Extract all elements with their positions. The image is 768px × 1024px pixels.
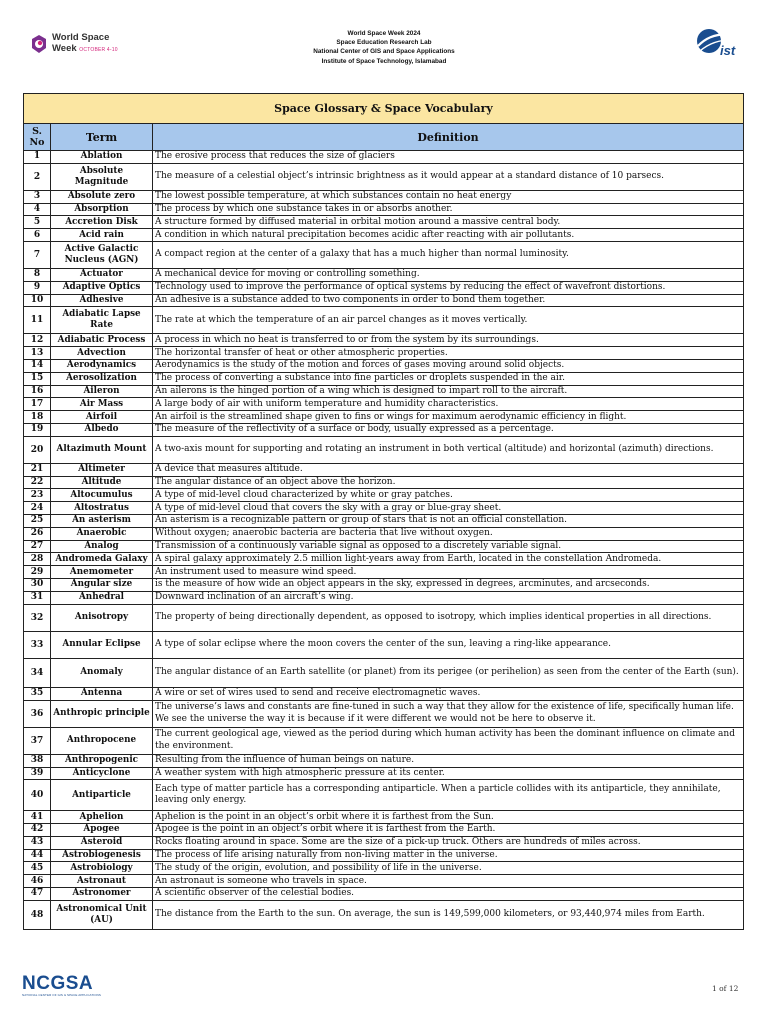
row-term: Adiabatic Process: [51, 334, 153, 347]
row-definition: A structure formed by diffused material in orbital motion around a massive central body.: [153, 216, 744, 229]
row-definition: The erosive process that reduces the size of glaciers: [153, 151, 744, 164]
row-definition: Without oxygen; anaerobic bacteria are bacteria that live without oxygen.: [153, 527, 744, 540]
row-term: Aerosolization: [51, 372, 153, 385]
table-row: [24, 151, 744, 164]
table-row: [24, 307, 744, 334]
row-term: Andromeda Galaxy: [51, 553, 153, 566]
table-row: [24, 502, 744, 515]
row-sno: 9: [24, 281, 51, 294]
row-definition: The study of the origin, evolution, and possibility of life in the universe.: [153, 862, 744, 875]
ist-logo-icon: [695, 26, 745, 60]
table-row: [24, 359, 744, 372]
row-sno: 34: [24, 658, 51, 688]
row-term: Aphelion: [51, 811, 153, 824]
table-row: [24, 900, 744, 930]
row-term: Adhesive: [51, 294, 153, 307]
table-row: [24, 190, 744, 203]
row-sno: 42: [24, 824, 51, 837]
row-definition: Apogee is the point in an object’s orbit where it is farthest from the Earth.: [153, 824, 744, 837]
row-term: Adiabatic Lapse Rate: [51, 307, 153, 334]
row-sno: 30: [24, 578, 51, 591]
row-sno: 35: [24, 688, 51, 701]
row-term: Air Mass: [51, 398, 153, 411]
row-term: Antenna: [51, 688, 153, 701]
row-definition: A weather system with high atmospheric pressure at its center.: [153, 767, 744, 780]
row-definition: The process by which one substance takes in or absorbs another.: [153, 203, 744, 216]
row-sno: 32: [24, 604, 51, 631]
row-term: Accretion Disk: [51, 216, 153, 229]
page-number: 1 of 12: [712, 984, 739, 993]
row-sno: 24: [24, 502, 51, 515]
table-row: [24, 334, 744, 347]
row-term: Astronomical Unit (AU): [51, 900, 153, 930]
table-row: [24, 566, 744, 579]
row-term: Ablation: [51, 151, 153, 164]
row-definition: An airfoil is the streamlined shape given to fins or wings for maximum aerodynamic efficiency in flight.: [153, 411, 744, 424]
ncgsa-logo-subtitle: NATIONAL CENTER OF GIS & SPACE APPLICATIONS: [22, 993, 102, 997]
row-term: Airfoil: [51, 411, 153, 424]
ncgsa-logo: [22, 973, 122, 999]
row-definition: A mechanical device for moving or controlling something.: [153, 268, 744, 281]
row-term: Altazimuth Mount: [51, 436, 153, 463]
row-term: Altocumulus: [51, 489, 153, 502]
row-definition: A device that measures altitude.: [153, 463, 744, 476]
table-row: [24, 241, 744, 268]
row-term: Apogee: [51, 824, 153, 837]
table-row: [24, 727, 744, 754]
table-row: [24, 436, 744, 463]
row-term: Anticyclone: [51, 767, 153, 780]
row-sno: 2: [24, 163, 51, 190]
row-definition: Rocks floating around in space. Some are the size of a pick-up truck. Others are hundreds of miles across.: [153, 836, 744, 849]
document-header: [234, 29, 534, 66]
row-definition: The horizontal transfer of heat or other atmospheric properties.: [153, 347, 744, 360]
row-sno: 45: [24, 862, 51, 875]
row-term: Anthropocene: [51, 727, 153, 754]
row-definition: Transmission of a continuously variable signal as opposed to a discretely variable signal.: [153, 540, 744, 553]
row-term: Absolute zero: [51, 190, 153, 203]
row-definition: The universe’s laws and constants are fine-tuned in such a way that they allow for the existence of life, specifically human life. We see the universe the way it is because if it were different we would not be here to observe it.: [153, 700, 744, 727]
row-term: Asteroid: [51, 836, 153, 849]
table-row: [24, 347, 744, 360]
row-term: Active Galactic Nucleus (AGN): [51, 241, 153, 268]
world-space-week-logo-icon: [30, 34, 48, 54]
table-row: [24, 887, 744, 900]
header-line-event: World Space Week 2024: [347, 30, 421, 37]
row-term: Absolute Magnitude: [51, 163, 153, 190]
row-sno: 21: [24, 463, 51, 476]
table-row: [24, 294, 744, 307]
row-sno: 44: [24, 849, 51, 862]
table-row: [24, 754, 744, 767]
row-term: Astrobiology: [51, 862, 153, 875]
row-term: Antiparticle: [51, 780, 153, 811]
row-sno: 33: [24, 631, 51, 658]
row-term: An asterism: [51, 514, 153, 527]
table-row: [24, 688, 744, 701]
row-definition: A condition in which natural precipitation becomes acidic after reacting with air pollutants.: [153, 229, 744, 242]
row-definition: The process of converting a substance into fine particles or droplets suspended in the air.: [153, 372, 744, 385]
row-term: Anthropic principle: [51, 700, 153, 727]
row-term: Aileron: [51, 385, 153, 398]
row-sno: 27: [24, 540, 51, 553]
table-row: [24, 514, 744, 527]
row-definition: A process in which no heat is transferred to or from the system by its surroundings.: [153, 334, 744, 347]
table-title: Space Glossary & Space Vocabulary: [24, 94, 744, 124]
table-row: [24, 849, 744, 862]
row-definition: An asterism is a recognizable pattern or group of stars that is not an official constellation.: [153, 514, 744, 527]
row-sno: 28: [24, 553, 51, 566]
row-definition: An ailerons is the hinged portion of a wing which is designed to impart roll to the aircraft.: [153, 385, 744, 398]
row-term: Altostratus: [51, 502, 153, 515]
glossary-table: [23, 93, 744, 930]
row-sno: 20: [24, 436, 51, 463]
row-sno: 7: [24, 241, 51, 268]
row-sno: 38: [24, 754, 51, 767]
row-sno: 37: [24, 727, 51, 754]
column-header-definition: Definition: [153, 124, 744, 151]
row-definition: A wire or set of wires used to send and receive electromagnetic waves.: [153, 688, 744, 701]
wsw-logo-dates: OCTOBER 4-10: [79, 47, 118, 53]
ncgsa-logo-word: NCGSA: [22, 973, 94, 994]
row-sno: 48: [24, 900, 51, 930]
header-line-center: National Center of GIS and Space Applications: [313, 48, 455, 56]
row-definition: Each type of matter particle has a corresponding antiparticle. When a particle collides with its antiparticle, they annihilate, leaving only energy.: [153, 780, 744, 811]
row-term: Anisotropy: [51, 604, 153, 631]
table-row: [24, 658, 744, 688]
row-sno: 29: [24, 566, 51, 579]
row-sno: 39: [24, 767, 51, 780]
row-sno: 16: [24, 385, 51, 398]
table-row: [24, 700, 744, 727]
row-definition: The lowest possible temperature, at which substances contain no heat energy: [153, 190, 744, 203]
row-term: Anomaly: [51, 658, 153, 688]
world-space-week-logo: [30, 31, 140, 59]
row-sno: 18: [24, 411, 51, 424]
header-line-institute: Institute of Space Technology, Islamabad: [321, 57, 447, 65]
table-row: [24, 372, 744, 385]
column-header-term: Term: [51, 124, 153, 151]
row-sno: 26: [24, 527, 51, 540]
row-sno: 36: [24, 700, 51, 727]
table-row: [24, 780, 744, 811]
row-definition: A two-axis mount for supporting and rotating an instrument in both vertical (altitude) and horizontal (azimuth) directions.: [153, 436, 744, 463]
row-sno: 4: [24, 203, 51, 216]
row-definition: A type of mid-level cloud that covers the sky with a gray or blue-gray sheet.: [153, 502, 744, 515]
table-row: [24, 862, 744, 875]
row-sno: 11: [24, 307, 51, 334]
row-definition: An instrument used to measure wind speed.: [153, 566, 744, 579]
row-definition: Aerodynamics is the study of the motion and forces of gases moving around solid objects.: [153, 359, 744, 372]
table-row: [24, 423, 744, 436]
row-sno: 1: [24, 151, 51, 164]
row-definition: The property of being directionally dependent, as opposed to isotropy, which implies identical properties in all directions.: [153, 604, 744, 631]
row-definition: The process of life arising naturally from non-living matter in the universe.: [153, 849, 744, 862]
table-row: [24, 398, 744, 411]
table-row: [24, 385, 744, 398]
table-row: [24, 216, 744, 229]
row-sno: 12: [24, 334, 51, 347]
row-definition: is the measure of how wide an object appears in the sky, expressed in degrees, arcminutes, and arcseconds.: [153, 578, 744, 591]
row-definition: A spiral galaxy approximately 2.5 million light-years away from Earth, located in the constellation Andromeda.: [153, 553, 744, 566]
row-term: Anemometer: [51, 566, 153, 579]
row-sno: 25: [24, 514, 51, 527]
row-term: Absorption: [51, 203, 153, 216]
row-term: Analog: [51, 540, 153, 553]
row-sno: 40: [24, 780, 51, 811]
row-sno: 6: [24, 229, 51, 242]
table-row: [24, 268, 744, 281]
row-sno: 13: [24, 347, 51, 360]
row-sno: 8: [24, 268, 51, 281]
row-term: Anhedral: [51, 591, 153, 604]
row-definition: A type of mid-level cloud characterized by white or gray patches.: [153, 489, 744, 502]
row-definition: The measure of the reflectivity of a surface or body, usually expressed as a percentage.: [153, 423, 744, 436]
row-definition: A type of solar eclipse where the moon covers the center of the sun, leaving a ring-like appearance.: [153, 631, 744, 658]
row-sno: 15: [24, 372, 51, 385]
row-definition: A scientific observer of the celestial bodies.: [153, 887, 744, 900]
row-definition: Downward inclination of an aircraft’s wing.: [153, 591, 744, 604]
row-term: Actuator: [51, 268, 153, 281]
row-term: Astronomer: [51, 887, 153, 900]
row-sno: 31: [24, 591, 51, 604]
table-row: [24, 578, 744, 591]
row-term: Adaptive Optics: [51, 281, 153, 294]
row-term: Acid rain: [51, 229, 153, 242]
table-row: [24, 163, 744, 190]
row-definition: A large body of air with uniform temperature and humidity characteristics.: [153, 398, 744, 411]
row-definition: The rate at which the temperature of an air parcel changes as it moves vertically.: [153, 307, 744, 334]
row-definition: A compact region at the center of a galaxy that has a much higher than normal luminosity.: [153, 241, 744, 268]
row-sno: 3: [24, 190, 51, 203]
row-sno: 10: [24, 294, 51, 307]
row-term: Astronaut: [51, 875, 153, 888]
table-row: [24, 591, 744, 604]
row-sno: 14: [24, 359, 51, 372]
row-definition: The current geological age, viewed as the period during which human activity has been the dominant influence on climate and the environment.: [153, 727, 744, 754]
row-sno: 17: [24, 398, 51, 411]
table-row: [24, 811, 744, 824]
row-definition: The distance from the Earth to the sun. On average, the sun is 149,599,000 kilometers, or 93,440,974 miles from Earth.: [153, 900, 744, 930]
row-definition: Technology used to improve the performance of optical systems by reducing the effect of wavefront distortions.: [153, 281, 744, 294]
table-row: [24, 527, 744, 540]
row-definition: Aphelion is the point in an object’s orbit where it is farthest from the Sun.: [153, 811, 744, 824]
row-sno: 22: [24, 476, 51, 489]
header-line-lab: Space Education Research Lab: [336, 39, 432, 47]
row-definition: The angular distance of an object above the horizon.: [153, 476, 744, 489]
row-definition: An adhesive is a substance added to two components in order to bond them together.: [153, 294, 744, 307]
row-sno: 41: [24, 811, 51, 824]
table-row: [24, 631, 744, 658]
wsw-logo-line2: Week OCTOBER 4-10: [52, 43, 118, 54]
row-term: Angular size: [51, 578, 153, 591]
table-row: [24, 875, 744, 888]
row-definition: The angular distance of an Earth satellite (or planet) from its perigee (or perihelion) as seen from the center of the Earth (sun).: [153, 658, 744, 688]
row-term: Altimeter: [51, 463, 153, 476]
table-row: [24, 767, 744, 780]
table-row: [24, 463, 744, 476]
row-term: Aerodynamics: [51, 359, 153, 372]
row-term: Anthropogenic: [51, 754, 153, 767]
table-row: [24, 229, 744, 242]
row-term: Anaerobic: [51, 527, 153, 540]
table-row: [24, 203, 744, 216]
glossary-rows: [24, 151, 744, 930]
table-row: [24, 824, 744, 837]
row-term: Altitude: [51, 476, 153, 489]
row-sno: 47: [24, 887, 51, 900]
row-definition: Resulting from the influence of human beings on nature.: [153, 754, 744, 767]
row-definition: The measure of a celestial object’s intrinsic brightness as it would appear at a standard distance of 10 parsecs.: [153, 163, 744, 190]
table-row: [24, 489, 744, 502]
row-term: Annular Eclipse: [51, 631, 153, 658]
wsw-logo-line1: World Space: [52, 32, 110, 43]
table-row: [24, 281, 744, 294]
row-sno: 46: [24, 875, 51, 888]
table-row: [24, 553, 744, 566]
table-row: [24, 411, 744, 424]
ist-logo-text: ist: [720, 43, 736, 58]
row-definition: An astronaut is someone who travels in space.: [153, 875, 744, 888]
row-term: Advection: [51, 347, 153, 360]
row-sno: 19: [24, 423, 51, 436]
row-sno: 5: [24, 216, 51, 229]
table-row: [24, 604, 744, 631]
row-term: Astrobiogenesis: [51, 849, 153, 862]
table-row: [24, 540, 744, 553]
row-sno: 23: [24, 489, 51, 502]
row-term: Albedo: [51, 423, 153, 436]
table-row: [24, 836, 744, 849]
table-row: [24, 476, 744, 489]
column-header-sno: S. No: [24, 124, 51, 151]
row-sno: 43: [24, 836, 51, 849]
